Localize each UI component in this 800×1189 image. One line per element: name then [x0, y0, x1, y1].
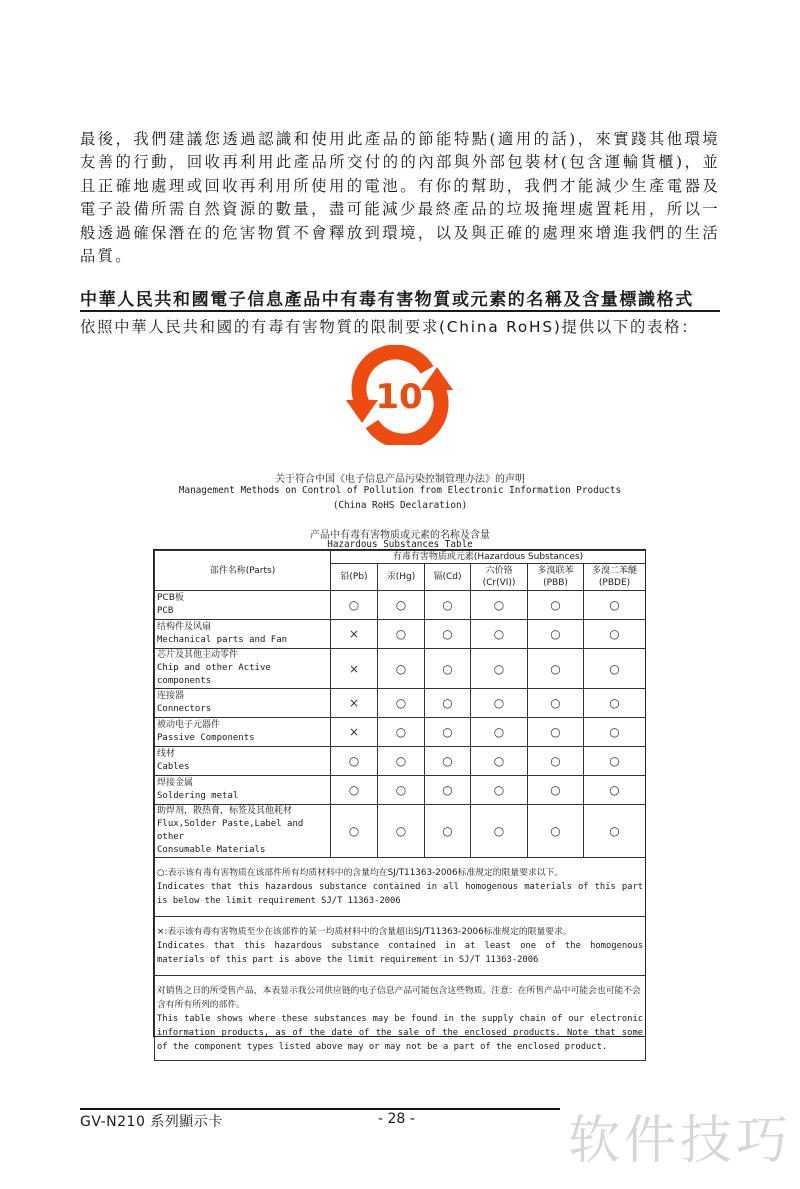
below-limit-mark: ○ — [425, 620, 471, 649]
note-text-en: Indicates that this hazardous substance contained in at least one of the homogenous materials of this part is above the limit requirement in SJ/T 11363-2006 — [157, 941, 644, 965]
below-limit-mark: ○ — [471, 689, 528, 718]
below-limit-mark: ○ — [584, 776, 646, 805]
below-limit-mark: ○ — [378, 620, 425, 649]
note-text-en: This table shows where these substances may be found in the supply chain of our electronic information products, as of the date of the sale of the enclosed products. Note that some of the component types listed above may or may not be a part of the enclosed product. — [157, 1014, 644, 1052]
below-limit-mark: ○ — [331, 747, 378, 776]
footer-rule — [80, 1108, 560, 1110]
exceeds-limit-mark: × — [331, 689, 378, 718]
below-limit-mark: ○ — [471, 805, 528, 858]
part-name-cn: 焊接金属 — [157, 778, 194, 788]
below-limit-mark: ○ — [528, 747, 584, 776]
part-name-en: Passive Components — [157, 733, 255, 743]
part-name-en: PCB — [157, 606, 174, 616]
footer-product-name: GV-N210 系列顯示卡 — [80, 1114, 223, 1130]
part-name-cell — [155, 689, 331, 718]
below-limit-mark: ○ — [528, 620, 584, 649]
below-limit-mark: ○ — [471, 620, 528, 649]
substance-name-cn: 多溴二苯醚 — [592, 566, 638, 576]
logo-number: 10 — [375, 377, 423, 417]
part-name-en: Soldering metal — [157, 791, 239, 801]
table-row — [155, 591, 646, 620]
below-limit-mark: ○ — [471, 591, 528, 620]
table-title-en: Hazardous Substances Table — [327, 539, 473, 550]
part-name-cell — [155, 776, 331, 805]
below-limit-mark: ○ — [584, 591, 646, 620]
hazardous-substances-table — [154, 550, 646, 1061]
below-limit-mark: ○ — [425, 718, 471, 747]
part-name-cn: 助焊剂，散热膏，标签及其他耗材 — [157, 806, 293, 816]
below-limit-mark: ○ — [378, 718, 425, 747]
below-limit-mark: ○ — [378, 747, 425, 776]
table-body — [155, 591, 646, 1061]
page-number: - 28 - — [378, 1111, 415, 1127]
substance-column-header — [378, 564, 425, 591]
note-text-cn: ○:表示该有毒有害物质在该部件所有均质材料中的含量均在SJ/T11363-2006标准规定的限量要求以下。 — [157, 868, 564, 878]
declaration-title-en: Management Methods on Control of Pollution from Electronic Information Products — [178, 485, 622, 496]
watermark: 软件技巧 — [568, 1111, 793, 1171]
note-text-en: Indicates that this hazardous substance contained in all homogenous materials of this part is below the limit requirement SJ/T 11363-2006 — [157, 882, 644, 906]
substances-group-header: 有毒有害物质或元素(Hazardous Substances) — [331, 551, 646, 564]
below-limit-mark: ○ — [331, 776, 378, 805]
below-limit-mark: ○ — [584, 747, 646, 776]
below-limit-mark: ○ — [584, 718, 646, 747]
below-limit-mark: ○ — [331, 805, 378, 858]
below-limit-mark: ○ — [584, 620, 646, 649]
part-name-en: Mechanical parts and Fan — [157, 635, 288, 645]
part-name-cell — [155, 591, 331, 620]
substance-column-header — [528, 564, 584, 591]
below-limit-mark: ○ — [331, 591, 378, 620]
intro-paragraph: 最後，我們建議您透過認識和使用此產品的節能特點(適用的話)，來實踐其他環境友善的行動，回收再利用此產品所交付的的內部與外部包裝材(包含運輸貨櫃)，並且正確地處理或回收再利用所使用的電池。有你的幫助，我們才能減少生產電器及電子設備所需自然資源的數量，盡可能減少最終產品的垃圾掩埋處置耗用，所以一般透過確保潛在的危害物質不會釋放到環境，以及與正確的處理來增進我們的生活品質。 — [80, 130, 720, 266]
part-name-cn: 线材 — [157, 749, 176, 759]
below-limit-mark: ○ — [528, 805, 584, 858]
section-intro: 依照中華人民共和國的有毒有害物質的限制要求(China RoHS)提供以下的表格： — [80, 318, 699, 336]
part-name-en: Flux,Solder Paste,Label and other — [157, 819, 304, 842]
part-name-cn: 连接器 — [157, 691, 185, 701]
table-row — [155, 718, 646, 747]
below-limit-mark: ○ — [584, 649, 646, 689]
table-row — [155, 689, 646, 718]
below-limit-mark: ○ — [425, 591, 471, 620]
section-heading: 中華人民共和國電子信息產品中有毒有害物質或元素的名稱及含量標識格式 — [80, 290, 694, 310]
note-text-cn: 对销售之日的所受售产品，本表显示我公司供应链的电子信息产品可能包含这些物质。注意：在所售产品中可能会也可能不会含有所有所列的部件。 — [157, 986, 641, 1010]
substance-name-cn: 多溴联苯 — [537, 566, 574, 576]
below-limit-mark: ○ — [471, 747, 528, 776]
exceeds-limit-mark: × — [331, 620, 378, 649]
declaration-title-cn: 关于符合中国《电子信息产品污染控制管理办法》的声明 — [275, 474, 525, 485]
below-limit-mark: ○ — [378, 649, 425, 689]
below-limit-mark: ○ — [528, 718, 584, 747]
below-limit-mark: ○ — [378, 689, 425, 718]
substance-column-header — [331, 564, 378, 591]
substance-name-cn: 汞(Hg) — [386, 572, 416, 582]
part-name-cn: 结构件及风扇 — [157, 622, 212, 632]
part-name-cell — [155, 747, 331, 776]
part-name-cn: 芯片及其他主动零件 — [157, 650, 239, 660]
exceeds-limit-mark: × — [331, 649, 378, 689]
table-row — [155, 649, 646, 689]
substance-symbol: (PBDE) — [598, 578, 631, 588]
part-name-en: Consumable Materials — [157, 845, 266, 855]
below-limit-mark: ○ — [471, 649, 528, 689]
substance-column-header — [425, 564, 471, 591]
table-row — [155, 620, 646, 649]
exceeds-limit-mark: × — [331, 718, 378, 747]
table-note — [155, 917, 646, 976]
below-limit-mark: ○ — [528, 591, 584, 620]
note-text-cn: ×:表示该有毒有害物质至少在该部件的某一均质材料中的含量超出SJ/T11363-2006标准规定的限量要求。 — [157, 927, 572, 937]
below-limit-mark: ○ — [528, 776, 584, 805]
table-row — [155, 776, 646, 805]
table-note-row — [155, 917, 646, 976]
below-limit-mark: ○ — [584, 689, 646, 718]
below-limit-mark: ○ — [425, 747, 471, 776]
table-note — [155, 976, 646, 1061]
part-name-cell — [155, 620, 331, 649]
below-limit-mark: ○ — [378, 591, 425, 620]
substance-name-cn: 铅(Pb) — [340, 572, 368, 582]
table-note-row — [155, 858, 646, 917]
substance-name-cn: 六价铬 — [485, 566, 513, 576]
below-limit-mark: ○ — [584, 805, 646, 858]
efup-10-recycle-icon — [342, 345, 457, 445]
logo-arrow-left — [346, 400, 378, 423]
substance-name-cn: 镉(Cd) — [433, 572, 462, 582]
declaration-subtitle: (China RoHS Declaration) — [332, 500, 468, 511]
table-note — [155, 858, 646, 917]
part-name-en: Cables — [157, 762, 190, 772]
part-name-en: Chip and other Active components — [157, 663, 271, 686]
below-limit-mark: ○ — [425, 776, 471, 805]
parts-header: 部件名称(Parts) — [155, 551, 331, 591]
below-limit-mark: ○ — [471, 718, 528, 747]
substance-symbol: (Cr(VI)) — [482, 578, 516, 588]
substance-column-header — [471, 564, 528, 591]
below-limit-mark: ○ — [528, 689, 584, 718]
table-row — [155, 747, 646, 776]
part-name-cn: 被动电子元器件 — [157, 720, 221, 730]
below-limit-mark: ○ — [425, 805, 471, 858]
part-name-cell — [155, 718, 331, 747]
heading-underline — [80, 310, 720, 312]
below-limit-mark: ○ — [425, 689, 471, 718]
table-note-row — [155, 976, 646, 1061]
substance-symbol: (PBB) — [543, 578, 568, 588]
part-name-en: Connectors — [157, 704, 212, 714]
part-name-cell — [155, 649, 331, 689]
below-limit-mark: ○ — [378, 805, 425, 858]
below-limit-mark: ○ — [378, 776, 425, 805]
table-row — [155, 805, 646, 858]
part-name-cn: PCB板 — [157, 593, 184, 603]
part-name-cell — [155, 805, 331, 858]
below-limit-mark: ○ — [425, 649, 471, 689]
below-limit-mark: ○ — [528, 649, 584, 689]
substance-column-header — [584, 564, 646, 591]
below-limit-mark: ○ — [471, 776, 528, 805]
table-title-cn: 产品中有毒有害物质或元素的名称及含量 — [310, 530, 490, 541]
